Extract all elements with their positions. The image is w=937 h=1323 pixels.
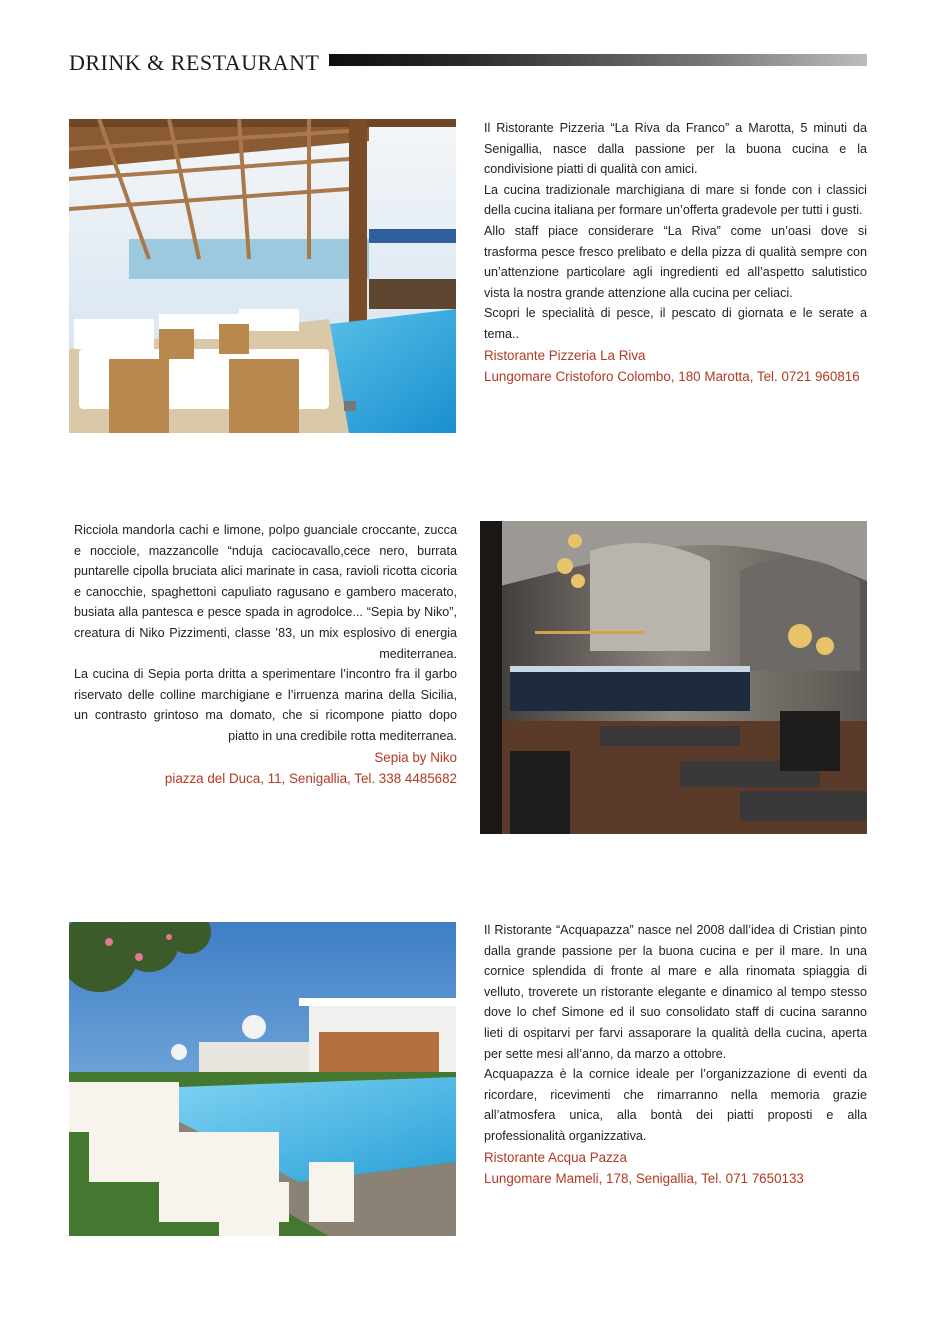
acquapazza-restaurant-photo <box>69 922 456 1236</box>
sepia-paragraph: La cucina di Sepia porta dritta a sperimentare l’incontro fra il garbo riservato delle colline marchigiane e l’irruenza marina della Sicilia, un contrasto grintoso ma domato, che si ricompone piatto dopo piatto in una credibile rotta mediterranea. <box>74 667 457 743</box>
sepia-address: piazza del Duca, 11, Senigallia, Tel. 338 4485682 <box>164 771 457 787</box>
sepia-description <box>74 520 457 790</box>
header-divider-bar <box>329 54 867 66</box>
la-riva-address: Lungomare Cristoforo Colombo, 180 Marotta, Tel. 0721 960816 <box>484 369 860 385</box>
acquapazza-address: Lungomare Mameli, 178, Senigallia, Tel. 071 7650133 <box>484 1171 804 1187</box>
la-riva-description <box>484 118 867 388</box>
page-title: DRINK & RESTAURANT <box>69 50 320 75</box>
sepia-paragraph: Ricciola mandorla cachi e limone, polpo guanciale croccante, zucca e nocciole, mazzancolle “nduja caciocavallo,cece nero, burrata puntarelle cipolla bruciata alici marinate in casa, ravioli ricotta cicoria e canocchie, spaghettoni capuliato ragusano e gambero macerato, busiata alla pantesca e pesce spada in agrodolce... “Sepia by Niko”, creatura di Niko Pizzimenti, classe ’83, un mix esplosivo di energia mediterranea. <box>74 523 457 661</box>
sepia-restaurant-photo <box>480 521 867 834</box>
la-riva-paragraph: Allo staff piace considerare “La Riva” come un’oasi dove si trasforma pesce fresco prelibato e della pizza di qualità sempre con un’attenzione particolare agli ingredienti ed all’aspetto salutistico vista la nostra grande attenzione alla cucina per celiaci. <box>484 223 867 300</box>
acquapazza-paragraph: Acquapazza è la cornice ideale per l’organizzazione di eventi da ricordare, ricevimenti che rimarranno nella memoria grazie all’atmosfera unica, alla bontà dei piatti proposti e alla professionalità organizzativa. <box>484 1067 867 1143</box>
la-riva-paragraph: Scopri le specialità di pesce, il pescato di giornata e le serate a tema.. <box>484 306 867 341</box>
sepia-name: Sepia by Niko <box>374 749 457 765</box>
la-riva-restaurant-photo <box>69 119 456 433</box>
la-riva-paragraph: Il Ristorante Pizzeria “La Riva da Franco” a Marotta, 5 minuti da Senigallia, nasce dalla passione per la buona cucina e la condivisione piatti di qualità con amici. <box>484 121 867 177</box>
la-riva-name: Ristorante Pizzeria La Riva <box>484 347 646 363</box>
acquapazza-paragraph: Il Ristorante “Acquapazza” nasce nel 2008 dall’idea di Cristian pinto dalla grande passione per la buona cucina e per il mare. In una cornice splendida di fronte al mare e alla rinomata spiaggia di velluto, troverete un ristorante elegante e dinamico al tempo stesso dove lo chef Simone ed il suo consolidato staff di cucina saranno lieti di ospitarvi per farvi assaporare la qualità della cucina, aperta per sette mesi all’anno, da marzo a ottobre. <box>484 923 867 1061</box>
acquapazza-description <box>484 920 867 1190</box>
la-riva-paragraph: La cucina tradizionale marchigiana di mare si fonde con i classici della cucina italiana per formare un’offerta gradevole per tutti i gusti. <box>484 182 867 218</box>
acquapazza-name: Ristorante Acqua Pazza <box>484 1149 627 1165</box>
